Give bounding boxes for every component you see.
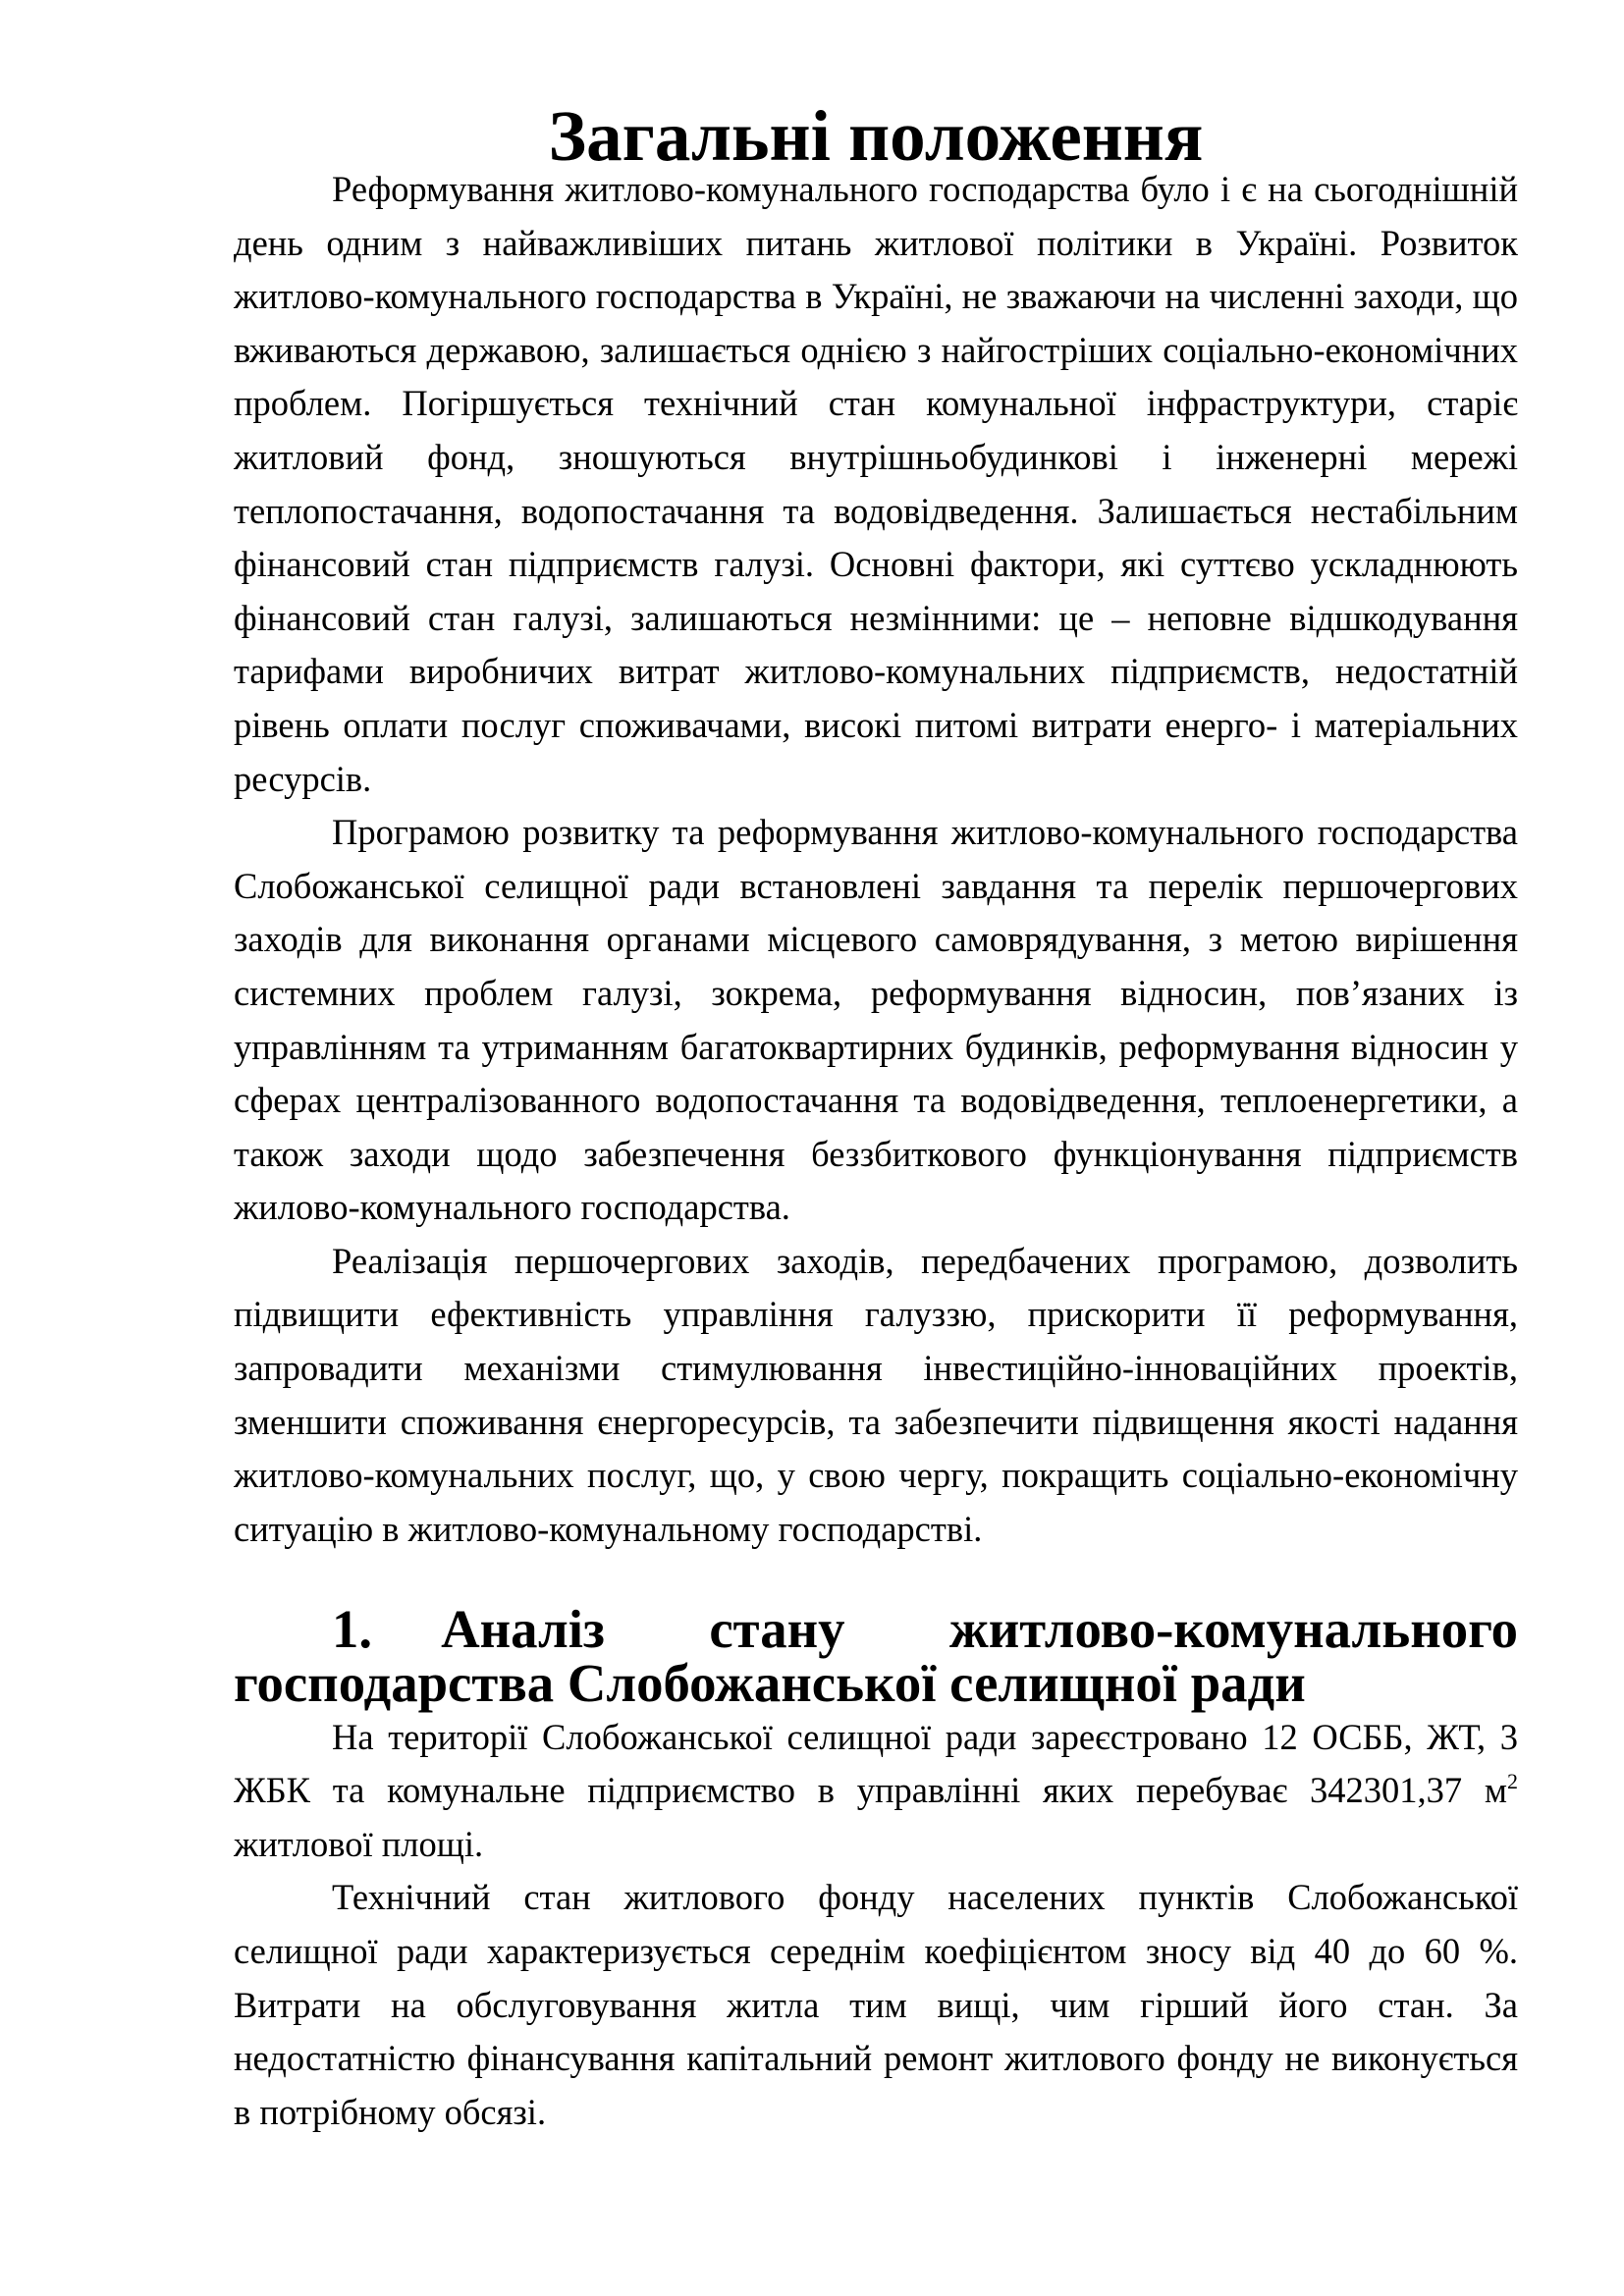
section-1-paragraph-1-tail: житлової площі. (234, 1823, 484, 1864)
section-1-heading (234, 1599, 1518, 1714)
document-heading: Загальні положення (548, 96, 1204, 176)
square-meter-superscript: 2 (1507, 1769, 1518, 1794)
intro-paragraph-1: Реформування житлово-комунального господарства було і є на сьогоднішній день одним з найважливіших питань житлової політики в Україні. Розвиток житлово-комунального господарства в Україні, не зважаючи на численні заходи, що вживаються державою, залишається однією з найгостріших соціально-економічних проблем. Погіршується технічний стан комунальної інфраструктури, старіє житловий фонд, зношуються внутрішньобудинкові і інженерні мережі теплопостачання, водопостачання та водовідведення. Залишається нестабільним фінансовий стан підприємств галузі. Основні фактори, які суттєво ускладнюють фінансовий стан галузі, залишаються незмінними: це – неповне відшкодування тарифами виробничих витрат житлово-комунальних підприємств, недостатній рівень оплати послуг споживачами, високі питомі витрати енерго- і матеріальних ресурсів. (234, 169, 1518, 799)
section-spacer (234, 1556, 1518, 1603)
document-page (234, 96, 1518, 2139)
section-1-paragraph-1 (234, 1711, 1518, 1872)
intro-paragraph-2: Програмою розвитку та реформування житлово-комунального господарства Слобожанської селищної ради встановлені завдання та перелік першочергових заходів для виконання органами місцевого самоврядування, з метою вирішення системних проблем галузі, зокрема, реформування відносин, пов’язаних із управлінням та утриманням багатоквартирних будинків, реформування відносин у сферах централізованного водопостачання та водовідведення, теплоенергетики, а також заходи щодо забезпечення беззбиткового функціонування підприємств жилово-комунального господарства. (234, 812, 1518, 1228)
section-1-number: 1. (332, 1599, 373, 1660)
section-1-paragraph-1-text: На території Слобожанської селищної ради зареєстровано 12 ОСББ, ЖТ, 3 ЖБК та комунальне підприємство в управлінні яких перебуває 342301,37 м (234, 1716, 1518, 1811)
section-1-title: Аналіз стану житлово-комунального господарства Слобожанської селищної ради (234, 1599, 1518, 1714)
section-1-paragraph-2: Технічний стан житлового фонду населених пунктів Слобожанської селищної ради характеризується середнім коефіцієнтом зносу від 40 до 60 %. Витрати на обслуговування житла тим вищі, чим гірший його стан. За недостатністю фінансування капітальний ремонт житлового фонду не виконується в потрібному обсязі. (234, 1877, 1518, 2132)
intro-paragraph-3: Реалізація першочергових заходів, передбачених програмою, дозволить підвищити ефективність управління галуззю, прискорити її реформування, запровадити механізми стимулювання інвестиційно-інноваційних проектів, зменшити споживання єнергоресурсів, та забезпечити підвищення якості надання житлово-комунальних послуг, що, у свою чергу, покращить соціально-економічну ситуацію в житлово-комунальному господарстві. (234, 1240, 1518, 1549)
